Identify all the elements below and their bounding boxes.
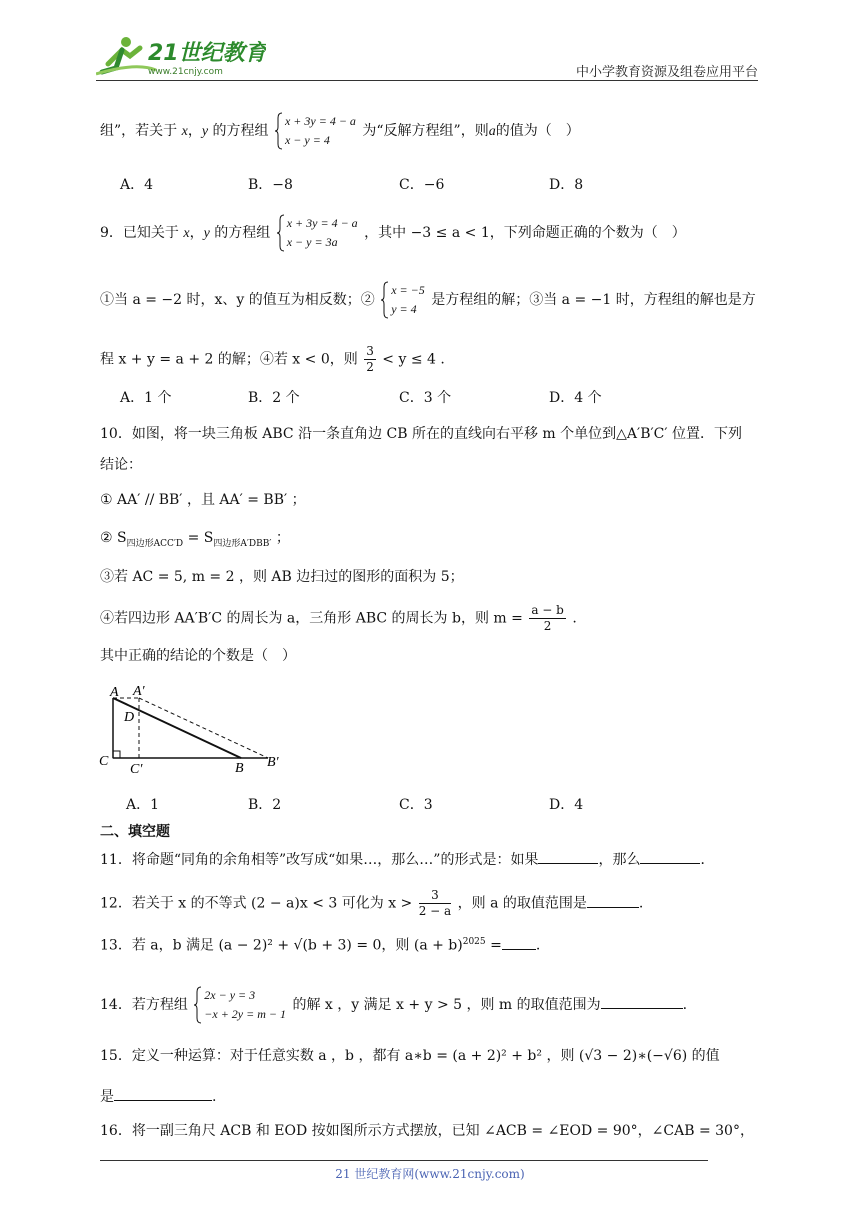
q9-sol1: x = −5 [391, 283, 425, 297]
q14 [100, 986, 687, 1024]
q11-blank-2[interactable] [640, 849, 700, 864]
q13-c: . [535, 937, 541, 954]
q8-var-y: y [201, 124, 209, 139]
label-C-prime: C′ [130, 762, 143, 776]
q14-b: 的解 x ，y 满足 x + y > 5 ，则 m 的取值范围为 [292, 997, 601, 1013]
site-logo [96, 34, 266, 82]
logo-text: 21世纪教育 [148, 41, 266, 66]
q10-c2-c: ； [271, 530, 290, 546]
q10-option-a[interactable]: A．1 [126, 797, 160, 813]
q8-tail2: 的值为（ ） [495, 123, 580, 139]
q12-a: 12．若关于 x 的不等式 (2 − a)x < 3 可化为 x > [100, 895, 413, 912]
q9-line2-a: ①当 a = −2 时，x、y 的值互为相反数；② [100, 292, 375, 308]
brace-icon [275, 112, 283, 150]
q9-line2-b: 是方程组的解；③当 a = −1 时，方程组的解也是方 [431, 292, 756, 308]
q12-frac-num: 3 [419, 888, 451, 904]
q10-option-c[interactable]: C．3 [399, 797, 433, 813]
q9-eq1: x + 3y = 4 − a [286, 216, 358, 230]
q8-option-b[interactable]: B．−8 [248, 177, 293, 193]
q9-frac-den: 2 [366, 360, 374, 374]
logo-url: www.21cnjy.com [148, 67, 223, 77]
brace-icon [194, 986, 202, 1024]
q9-fraction [364, 344, 376, 375]
footer-divider [100, 1160, 708, 1161]
q12-frac-den: 2 − a [418, 904, 452, 918]
q8-mid: 的方程组 [212, 123, 269, 139]
q8-sep: ， [187, 123, 202, 139]
q9-line3 [100, 344, 445, 375]
q9-lead: 9．已知关于 [100, 225, 179, 241]
q8-var-x: x [181, 124, 188, 139]
q9-option-d[interactable]: D．4 个 [549, 390, 602, 406]
q10-option-d[interactable]: D．4 [549, 797, 584, 813]
q12-b: ，则 a 的取值范围是 [457, 895, 587, 912]
q9-stem [100, 214, 686, 252]
q11-b: ，那么 [598, 852, 641, 868]
q12-blank[interactable] [587, 893, 639, 908]
q8-option-a[interactable]: A．4 [120, 177, 154, 193]
q15-blank[interactable] [114, 1086, 212, 1101]
q9-equation-system [277, 214, 358, 252]
brace-icon [381, 281, 389, 319]
q8-stem [100, 112, 580, 150]
section-fill-in-title: 二、填空题 [100, 824, 170, 840]
q9-option-c[interactable]: C．3 个 [399, 390, 452, 406]
q10-c2-sub1: 四边形ACC′D [126, 538, 184, 549]
q15-line1: 15．定义一种运算：对于任意实数 a ，b ，都有 a∗b = (a + 2)² + b² ，则 (√3 − 2)∗(−√6) 的值 [100, 1048, 720, 1064]
q15-b: 是 [100, 1089, 114, 1105]
q10-conclusion-3: ③若 AC = 5, m = 2 ，则 AB 边扫过的图形的面积为 5； [100, 569, 464, 585]
label-B-prime: B′ [267, 755, 279, 770]
label-A-prime: A′ [133, 684, 145, 699]
q14-equation-system [194, 986, 286, 1024]
q12 [100, 888, 643, 919]
q10-triangle-figure [96, 680, 296, 776]
label-A: A [110, 685, 119, 700]
q10-frac-num: a − b [531, 603, 564, 617]
q13-a: 13．若 a，b 满足 (a − 2)² + √(b + 3) = 0，则 (a + b) [100, 937, 463, 954]
q8-option-d[interactable]: D．8 [549, 177, 584, 193]
header-divider [96, 80, 758, 81]
q11-c: ． [700, 852, 715, 868]
q10-line1: 10．如图，将一块三角板 ABC 沿一条直角边 CB 所在的直线向右平移 m 个单位到△A′B′C′ 位置．下列 [100, 426, 743, 442]
q9-var-x: x [183, 226, 190, 241]
q9-option-b[interactable]: B．2 个 [248, 390, 300, 406]
q9-mid: 的方程组 [214, 225, 271, 241]
q9-solution-system [381, 281, 425, 319]
q13 [100, 932, 540, 956]
q13-exponent: 2025 [462, 937, 486, 947]
q8-lead: 组”，若关于 [100, 123, 178, 139]
q8-equation-system [275, 112, 356, 150]
q8-var-a: a [488, 124, 496, 139]
q9-sol2: y = 4 [391, 302, 417, 316]
label-B: B [235, 761, 244, 776]
q10-frac-den: 2 [543, 619, 552, 633]
q15-c: . [212, 1089, 217, 1105]
q10-line2: 结论： [100, 457, 142, 473]
q16-line1: 16．将一副三角尺 ACB 和 EOD 按如图所示方式摆放，已知 ∠ACB = ∠EOD = 90°，∠CAB = 30°， [100, 1123, 754, 1139]
q9-var-y: y [203, 226, 210, 241]
q15-line2 [100, 1086, 216, 1107]
q8-option-c[interactable]: C．−6 [399, 177, 445, 193]
q13-blank[interactable] [502, 935, 536, 950]
q10-option-b[interactable]: B．2 [248, 797, 282, 813]
q9-line2 [100, 281, 756, 319]
q10-fraction [529, 603, 566, 634]
label-D: D [124, 710, 135, 725]
q11 [100, 849, 714, 870]
q9-line3-a: 程 x + y = a + 2 的解；④若 x < 0，则 [100, 351, 358, 368]
q10-c4-b: . [572, 610, 577, 627]
q10-c2-a: ② S [100, 530, 127, 546]
q9-condition: ，其中 −3 ≤ a < 1，下列命题正确的个数为（ ） [364, 225, 686, 241]
q10-conclusion-2 [100, 528, 290, 554]
brace-icon [277, 214, 285, 252]
footer-site-text: 21 世纪教育网(www.21cnjy.com) [335, 1167, 525, 1181]
q10-conclusion-4 [100, 603, 577, 634]
label-C: C [99, 754, 109, 769]
q8-eq1: x + 3y = 4 − a [284, 114, 356, 128]
q14-eq2: −x + 2y = m − 1 [204, 1007, 286, 1021]
q8-tail1: 为“反解方程组”，则 [362, 123, 489, 139]
q11-blank-1[interactable] [538, 849, 598, 864]
q14-blank[interactable] [601, 994, 683, 1009]
q10-question: 其中正确的结论的个数是（ ） [100, 648, 296, 664]
logo-runner-icon [96, 34, 266, 82]
q14-c: . [682, 997, 688, 1013]
q9-option-a[interactable]: A．1 个 [120, 390, 172, 406]
q10-conclusion-1: ① AA′ // BB′ ，且 AA′ = BB′ ； [100, 492, 306, 508]
q10-c2-sub2: 四边形A′DBB′ [213, 538, 272, 549]
header-platform-text: 中小学教育资源及组卷应用平台 [575, 65, 758, 80]
q13-b: = [485, 937, 502, 954]
q9-line3-b: < y ≤ 4 . [382, 351, 445, 368]
q14-eq1: 2x − y = 3 [204, 988, 256, 1002]
q12-fraction [419, 888, 451, 919]
q9-sep: ， [189, 225, 204, 241]
q9-frac-num: 3 [366, 344, 374, 358]
q12-c: . [638, 895, 644, 912]
q11-a: 11．将命题“同角的余角相等”改写成“如果…，那么…”的形式是：如果 [100, 852, 539, 868]
q8-eq2: x − y = 4 [284, 133, 330, 147]
q10-c2-b: = S [183, 530, 214, 546]
q14-a: 14．若方程组 [100, 997, 188, 1013]
q10-c4-a: ④若四边形 AA′B′C 的周长为 a，三角形 ABC 的周长为 b，则 m = [100, 610, 523, 627]
q9-eq2: x − y = 3a [286, 235, 338, 249]
